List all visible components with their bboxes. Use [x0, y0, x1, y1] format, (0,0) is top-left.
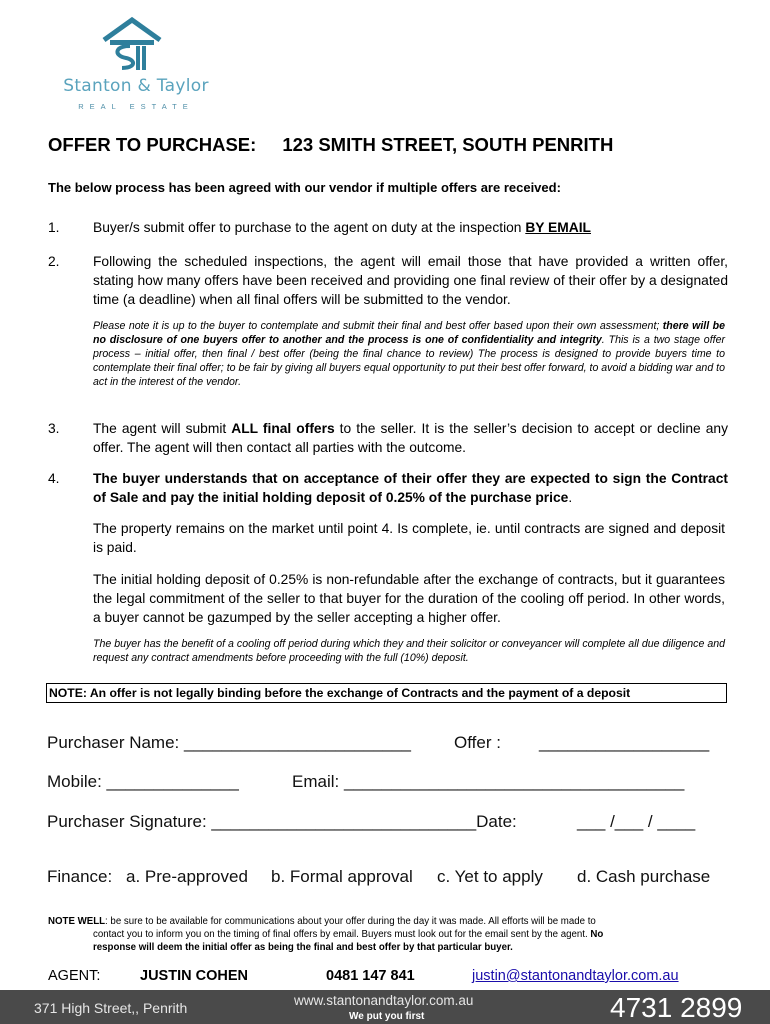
list-item: [48, 252, 728, 309]
intro-text: The below process has been agreed with our vendor if multiple offers are received:: [48, 180, 561, 195]
agent-name: JUSTIN COHEN: [140, 968, 248, 984]
footer-phone: 4731 2899: [610, 992, 743, 1023]
agent-phone: 0481 147 841: [326, 968, 415, 984]
note-well-label: NOTE WELL: [48, 916, 106, 927]
purchaser-name-field[interactable]: Purchaser Name: ________________________: [47, 733, 411, 752]
finance-option-yet-to-apply[interactable]: c. Yet to apply: [437, 867, 543, 886]
cooling-off-note: The buyer has the benefit of a cooling off period during which they and their solicitor or conveyancer will complete all due diligence and request any contract amendments before proceeding with the full (10%) deposit.: [93, 638, 725, 664]
signature-field[interactable]: Purchaser Signature: ____________________________Date:: [47, 812, 517, 831]
list-item: 4. The buyer understands that on acceptance of their offer they are expected to sign the Contract of Sale and pay the initial holding deposit of 0.25% of the purchase price.: [48, 471, 728, 505]
process-note-emphasis: there will be no disclosure of one buyers offer to another and the process is one of confidentiality and integrity: [93, 320, 725, 346]
item-emphasis: BY EMAIL: [525, 220, 591, 235]
item-text: Following the scheduled inspections, the agent will email those that have provided a written offer, stating how many offers have been received and providing one final review of their offer by a designated time (a deadline) when all final offers will be submitted to the vendor.: [93, 254, 728, 307]
legal-note-box: NOTE: An offer is not legally binding before the exchange of Contracts and the payment of a deposit: [46, 683, 727, 703]
agent-label: AGENT:: [48, 968, 101, 984]
list-item: 3. The agent will submit ALL final offers to the seller. It is the seller’s decision to accept or decline any offer. The agent will then contact all parties with the outcome.: [48, 421, 728, 455]
date-field[interactable]: ___ /___ / ____: [577, 812, 696, 831]
logo-name: Stanton & Taylor: [63, 76, 209, 96]
note-well: NOTE WELL: be sure to be available for communications about your offer during the day it was made. All efforts will be made to contact you to inform you on the timing of final offers by email. Buyers must look out for the email sent by the agent. No response will deem the initial offer as being the final and best offer by that particular buyer.: [48, 916, 604, 953]
title-address: 123 SMITH STREET, SOUTH PENRITH: [282, 134, 614, 155]
company-logo: [50, 14, 215, 114]
process-note: Please note it is up to the buyer to contemplate and submit their final and best offer based upon their own assessment; there will be no disclosure of one buyers offer to another and the process is one of confidentiality and integrity. This is a two stage offer process – initial offer, then final / best offer (being the final chance to review) The process is designed to provide buyers time to contemplate their final offer; to be fair by giving all buyers equal opportunity to put their best offer forward, to avoid a bidding war and to act in the interest of the vendor.: [93, 320, 726, 388]
logo-subtitle: REAL ESTATE: [78, 102, 194, 111]
finance-option-cash[interactable]: d. Cash purchase: [577, 867, 711, 886]
footer-bar: [0, 990, 770, 1024]
footer-address: 371 High Street,, Penrith: [34, 1000, 188, 1016]
item-text: Buyer/s submit offer to purchase to the agent on duty at the inspection: [93, 220, 526, 235]
item-number: 3.: [48, 421, 60, 436]
item-number: 2.: [48, 254, 60, 269]
finance-option-formal[interactable]: b. Formal approval: [271, 867, 413, 886]
agent-email-link[interactable]: justin@stantonandtaylor.com.au: [472, 968, 679, 984]
item-emphasis: ALL final offers: [231, 421, 335, 436]
deposit-paragraph: The initial holding deposit of 0.25% is non-refundable after the exchange of contracts, but it guarantees the legal commitment of the seller to that buyer for the duration of the cooling off period. In other words, a buyer cannot be gazumped by the seller accepting a higher offer.: [93, 572, 725, 625]
finance-label: Finance:: [47, 867, 113, 886]
offer-label: Offer :: [454, 733, 501, 752]
item-number: 4.: [48, 471, 60, 486]
market-paragraph: The property remains on the market until point 4. Is complete, ie. until contracts are signed and deposit is paid.: [93, 521, 725, 555]
footer-tagline: We put you first: [349, 1011, 425, 1022]
item-emphasis: The buyer understands that on acceptance of their offer they are expected to sign the Contract of Sale and pay the initial holding deposit of 0.25% of the purchase price: [93, 471, 728, 505]
title-part1: OFFER TO PURCHASE:: [48, 134, 257, 155]
mobile-field[interactable]: Mobile: ______________: [47, 772, 239, 791]
footer-website[interactable]: www.stantonandtaylor.com.au: [294, 993, 474, 1008]
offer-field[interactable]: __________________: [539, 733, 710, 752]
page-title: [48, 134, 613, 156]
logo-mark-icon: [100, 16, 164, 72]
finance-option-preapproved[interactable]: a. Pre-approved: [126, 867, 248, 886]
item-number: 1.: [48, 220, 60, 235]
list-item: [48, 218, 728, 237]
email-field[interactable]: Email: ____________________________________: [292, 772, 685, 791]
